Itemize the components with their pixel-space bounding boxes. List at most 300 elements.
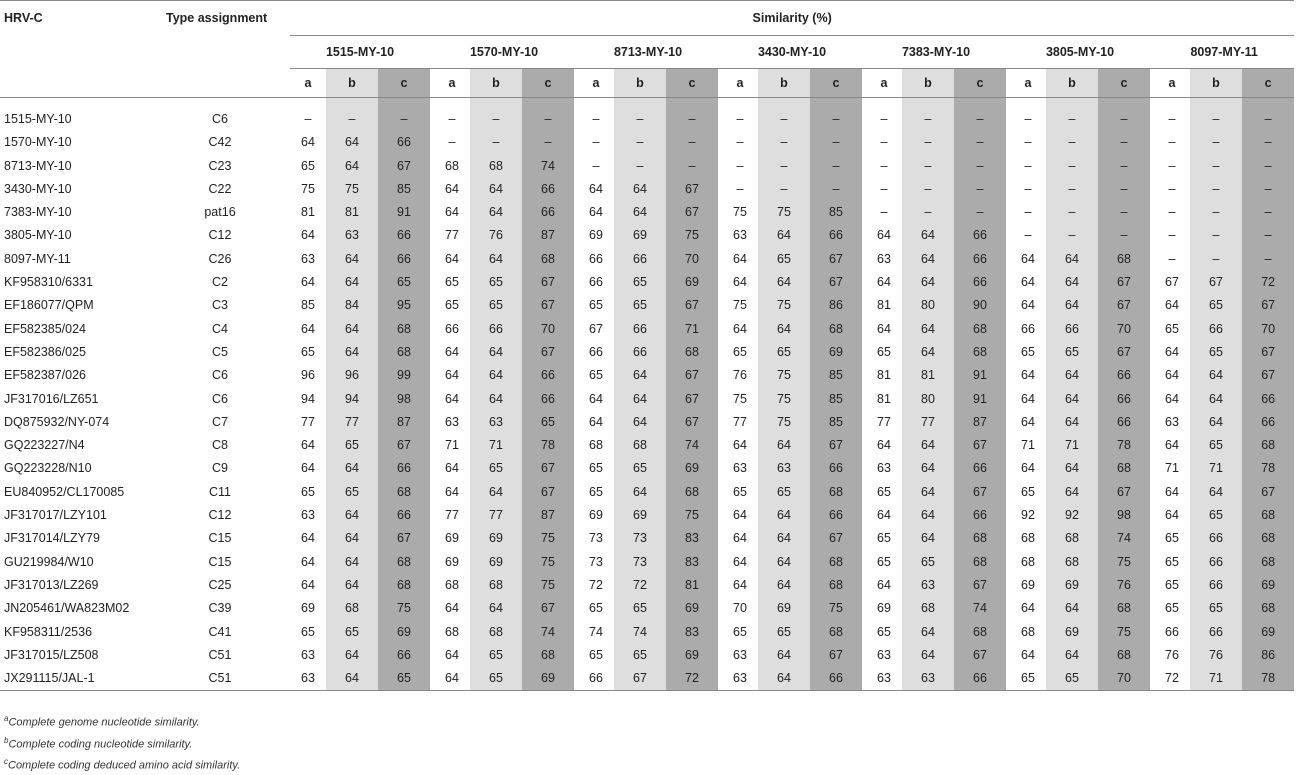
- similarity-value: 67: [1190, 271, 1242, 294]
- similarity-value: 64: [301, 135, 315, 150]
- similarity-value: 67: [666, 201, 718, 224]
- similarity-value: 65: [877, 554, 891, 569]
- similarity-value: –: [1046, 201, 1098, 224]
- similarity-value: –: [1190, 155, 1242, 178]
- similarity-value: 63: [1165, 414, 1179, 429]
- similarity-value: 71: [1021, 438, 1035, 453]
- similarity-value: 67: [666, 388, 718, 411]
- similarity-value: 63: [877, 461, 891, 476]
- similarity-value: 81: [326, 201, 378, 224]
- similarity-value: 65: [902, 551, 954, 574]
- similarity-value: 75: [326, 178, 378, 201]
- similarity-value: 68: [954, 551, 1006, 574]
- similarity-value: 64: [1021, 601, 1035, 616]
- similarity-value: –: [666, 155, 718, 178]
- similarity-value: 69: [445, 531, 459, 546]
- similarity-value: 64: [1165, 508, 1179, 523]
- similarity-value: 64: [902, 457, 954, 480]
- similarity-value: 69: [666, 597, 718, 620]
- similarity-value: –: [1242, 224, 1294, 247]
- similarity-value: 74: [614, 621, 666, 644]
- similarity-value: 65: [326, 481, 378, 504]
- similarity-value: –: [880, 205, 888, 220]
- similarity-value: 69: [1242, 574, 1294, 597]
- similarity-value: 80: [902, 294, 954, 317]
- similarity-value: 64: [1021, 414, 1035, 429]
- similarity-value: 99: [378, 364, 430, 387]
- similarity-value: 65: [1190, 341, 1242, 364]
- similarity-value: –: [1242, 155, 1294, 178]
- similarity-value: 75: [733, 298, 747, 313]
- row-type: C9: [212, 461, 228, 476]
- similarity-value: 69: [877, 601, 891, 616]
- similarity-value: 66: [378, 644, 430, 667]
- similarity-value: 65: [1190, 434, 1242, 457]
- similarity-value: 68: [1242, 504, 1294, 527]
- similarity-value: –: [1190, 248, 1242, 271]
- similarity-value: 65: [758, 621, 810, 644]
- similarity-value: –: [1168, 205, 1176, 220]
- table-row: [0, 364, 1294, 387]
- row-type: C2: [212, 275, 228, 290]
- similarity-value: 66: [954, 248, 1006, 271]
- similarity-value: 78: [1098, 434, 1150, 457]
- similarity-value: 64: [877, 228, 891, 243]
- similarity-value: –: [736, 112, 744, 126]
- similarity-value: 67: [1242, 341, 1294, 364]
- similarity-value: 72: [1154, 667, 1190, 691]
- subheader-a: a: [290, 69, 326, 98]
- similarity-value: –: [1190, 108, 1242, 131]
- similarity-value: 68: [810, 318, 862, 341]
- similarity-value: –: [1098, 108, 1150, 131]
- table-row: [0, 551, 1294, 574]
- similarity-value: 69: [470, 527, 522, 550]
- similarity-value: –: [1242, 248, 1294, 271]
- similarity-value: 75: [301, 181, 315, 196]
- similarity-value: –: [1168, 251, 1176, 266]
- similarity-value: –: [1242, 131, 1294, 154]
- row-type: C15: [208, 554, 232, 569]
- similarity-value: 73: [589, 531, 603, 546]
- similarity-value: 63: [733, 228, 747, 243]
- similarity-value: 69: [470, 551, 522, 574]
- similarity-value: –: [1024, 112, 1032, 126]
- similarity-value: –: [1098, 155, 1150, 178]
- table-row: [0, 481, 1294, 504]
- row-hrv-name: GQ223227/N4: [4, 438, 85, 453]
- row-type: C25: [208, 577, 232, 592]
- similarity-value: 68: [1242, 597, 1294, 620]
- similarity-value: 92: [1021, 508, 1035, 523]
- subheader-a: a: [722, 69, 758, 98]
- similarity-value: 65: [1165, 601, 1179, 616]
- similarity-value: 66: [1242, 388, 1294, 411]
- similarity-value: –: [1190, 201, 1242, 224]
- similarity-value: –: [810, 108, 862, 131]
- similarity-value: 63: [902, 667, 954, 691]
- similarity-value: 64: [445, 391, 459, 406]
- row-type: C41: [208, 624, 232, 639]
- similarity-value: 69: [666, 271, 718, 294]
- similarity-value: –: [902, 178, 954, 201]
- similarity-value: 64: [733, 554, 747, 569]
- similarity-value: 66: [954, 457, 1006, 480]
- similarity-value: 64: [758, 504, 810, 527]
- similarity-value: 74: [522, 621, 574, 644]
- similarity-value: –: [1242, 201, 1294, 224]
- similarity-value: 65: [589, 368, 603, 383]
- similarity-value: 77: [470, 504, 522, 527]
- subheader-c: c: [954, 69, 1006, 98]
- similarity-value: 64: [758, 574, 810, 597]
- similarity-value: 64: [434, 667, 470, 691]
- similarity-value: 64: [470, 597, 522, 620]
- similarity-value: 67: [378, 527, 430, 550]
- similarity-value: 64: [1165, 298, 1179, 313]
- table-row: [0, 341, 1294, 364]
- similarity-value: 67: [666, 411, 718, 434]
- row-type: C4: [212, 321, 228, 336]
- similarity-value: 66: [1190, 318, 1242, 341]
- similarity-value: 68: [1021, 531, 1035, 546]
- similarity-value: –: [470, 131, 522, 154]
- similarity-value: –: [880, 135, 888, 150]
- similarity-value: 67: [666, 294, 718, 317]
- similarity-value: –: [1046, 224, 1098, 247]
- similarity-value: 76: [1098, 574, 1150, 597]
- subheader-c: c: [1242, 69, 1294, 98]
- similarity-value: 73: [589, 554, 603, 569]
- similarity-value: 68: [378, 318, 430, 341]
- row-hrv-name: EF582387/026: [4, 368, 87, 383]
- similarity-value: 67: [378, 434, 430, 457]
- similarity-value: 67: [1242, 364, 1294, 387]
- similarity-value: 91: [378, 201, 430, 224]
- similarity-value: 65: [589, 601, 603, 616]
- table-row: [0, 224, 1294, 247]
- table-row: [0, 131, 1294, 154]
- footnote: [4, 710, 240, 732]
- similarity-value: –: [1046, 155, 1098, 178]
- table-row: [0, 388, 1294, 411]
- similarity-value: 64: [733, 275, 747, 290]
- similarity-value: –: [810, 155, 862, 178]
- row-type: pat16: [204, 205, 236, 220]
- similarity-value: 67: [378, 155, 430, 178]
- similarity-value: 66: [614, 318, 666, 341]
- similarity-value: 66: [954, 224, 1006, 247]
- similarity-value: –: [1168, 112, 1176, 126]
- similarity-value: 68: [954, 527, 1006, 550]
- similarity-value: 68: [378, 551, 430, 574]
- similarity-value: 64: [733, 508, 747, 523]
- similarity-value: 64: [733, 438, 747, 453]
- similarity-value: 67: [522, 341, 574, 364]
- similarity-value: 66: [1165, 624, 1179, 639]
- similarity-value: 85: [810, 388, 862, 411]
- similarity-value: –: [1098, 224, 1150, 247]
- similarity-value: 64: [758, 644, 810, 667]
- similarity-value: 75: [522, 527, 574, 550]
- similarity-value: 65: [301, 158, 315, 173]
- similarity-value: 75: [1098, 551, 1150, 574]
- similarity-value: 66: [810, 504, 862, 527]
- row-hrv-name: JF317015/LZ508: [4, 647, 99, 662]
- similarity-value: –: [448, 135, 456, 150]
- similarity-value: 74: [589, 624, 603, 639]
- similarity-value: 64: [877, 438, 891, 453]
- similarity-value: 66: [1190, 527, 1242, 550]
- similarity-value: –: [1168, 158, 1176, 173]
- similarity-value: 78: [1242, 457, 1294, 480]
- similarity-value: 63: [866, 667, 902, 691]
- table-row: [0, 667, 1294, 691]
- similarity-value: 66: [589, 275, 603, 290]
- spacer-row: [0, 98, 1294, 109]
- similarity-value: 64: [1021, 368, 1035, 383]
- similarity-value: 66: [589, 251, 603, 266]
- table-row: [0, 201, 1294, 224]
- similarity-value: 65: [589, 484, 603, 499]
- similarity-value: 66: [378, 504, 430, 527]
- similarity-value: –: [810, 178, 862, 201]
- similarity-value: 64: [1021, 251, 1035, 266]
- similarity-value: 66: [1098, 364, 1150, 387]
- row-hrv-name: 1570-MY-10: [4, 135, 72, 150]
- similarity-value: 71: [1046, 434, 1098, 457]
- similarity-value: 65: [301, 344, 315, 359]
- similarity-value: 64: [1046, 411, 1098, 434]
- similarity-value: 71: [1165, 461, 1179, 476]
- similarity-value: 68: [1021, 554, 1035, 569]
- similarity-value: 75: [758, 388, 810, 411]
- subheader-c: c: [378, 69, 430, 98]
- similarity-value: 64: [902, 271, 954, 294]
- similarity-value: –: [1242, 108, 1294, 131]
- footnote-text: Complete coding deduced amino acid similarity.: [8, 759, 241, 772]
- row-hrv-name: JF317016/LZ651: [4, 391, 99, 406]
- similarity-value: 83: [666, 621, 718, 644]
- similarity-value: 64: [1021, 275, 1035, 290]
- similarity-value: 95: [378, 294, 430, 317]
- similarity-value: 64: [326, 271, 378, 294]
- strain-header: 3805-MY-10: [1010, 36, 1150, 69]
- similarity-value: 77: [902, 411, 954, 434]
- similarity-value: 65: [614, 294, 666, 317]
- similarity-value: 66: [1021, 321, 1035, 336]
- similarity-value: 64: [1046, 364, 1098, 387]
- similarity-value: 64: [877, 321, 891, 336]
- subheader-b: b: [758, 69, 810, 98]
- similarity-value: –: [954, 178, 1006, 201]
- similarity-value: 77: [445, 508, 459, 523]
- similarity-value: 64: [445, 205, 459, 220]
- similarity-value: 68: [954, 318, 1006, 341]
- similarity-value: 69: [810, 341, 862, 364]
- similarity-value: –: [522, 108, 574, 131]
- similarity-value: 64: [1190, 481, 1242, 504]
- similarity-value: 64: [301, 577, 315, 592]
- table-row: [0, 574, 1294, 597]
- similarity-value: –: [1098, 178, 1150, 201]
- similarity-value: 64: [1046, 294, 1098, 317]
- strain-header: 8097-MY-11: [1154, 36, 1294, 69]
- footnote-mark: c: [4, 757, 8, 767]
- similarity-value: 94: [326, 388, 378, 411]
- similarity-value: 64: [470, 201, 522, 224]
- similarity-value: 64: [733, 531, 747, 546]
- similarity-value: –: [1168, 181, 1176, 196]
- similarity-value: 64: [733, 251, 747, 266]
- similarity-value: 81: [902, 364, 954, 387]
- similarity-value: –: [1024, 205, 1032, 220]
- row-type: C6: [212, 112, 228, 126]
- similarity-value: 69: [758, 597, 810, 620]
- strain-header: 1570-MY-10: [434, 36, 574, 69]
- similarity-value: –: [1046, 108, 1098, 131]
- similarity-value: 64: [902, 341, 954, 364]
- table-row: [0, 597, 1294, 620]
- similarity-value: 73: [614, 551, 666, 574]
- similarity-value: –: [304, 112, 312, 126]
- similarity-value: 68: [614, 434, 666, 457]
- similarity-value: 75: [758, 411, 810, 434]
- similarity-value: 64: [1046, 457, 1098, 480]
- similarity-value: –: [902, 131, 954, 154]
- similarity-value: 64: [589, 181, 603, 196]
- similarity-value: 67: [1098, 294, 1150, 317]
- similarity-value: –: [1098, 201, 1150, 224]
- row-type: C8: [212, 438, 228, 453]
- similarity-value: 86: [810, 294, 862, 317]
- similarity-value: 75: [666, 504, 718, 527]
- similarity-value: 68: [470, 155, 522, 178]
- similarity-value: –: [326, 108, 378, 131]
- similarity-value: 67: [810, 434, 862, 457]
- similarity-value: 68: [326, 597, 378, 620]
- similarity-value: –: [592, 112, 600, 126]
- similarity-value: 63: [758, 457, 810, 480]
- similarity-value: –: [614, 108, 666, 131]
- table-row: [0, 644, 1294, 667]
- row-hrv-name: KF958310/6331: [4, 275, 93, 290]
- subheader-a: a: [1010, 69, 1046, 98]
- similarity-value: 65: [378, 667, 430, 691]
- similarity-value: 66: [378, 248, 430, 271]
- similarity-value: 67: [522, 481, 574, 504]
- similarity-value: 66: [378, 131, 430, 154]
- similarity-value: 66: [578, 667, 614, 691]
- similarity-value: 67: [614, 667, 666, 691]
- similarity-value: –: [1098, 131, 1150, 154]
- similarity-value: 64: [326, 551, 378, 574]
- similarity-value: 69: [301, 601, 315, 616]
- similarity-value: 69: [614, 224, 666, 247]
- similarity-value: –: [758, 131, 810, 154]
- similarity-value: 68: [1098, 597, 1150, 620]
- similarity-value: 68: [522, 248, 574, 271]
- similarity-value: 64: [470, 178, 522, 201]
- similarity-value: 75: [522, 551, 574, 574]
- similarity-value: 65: [470, 644, 522, 667]
- similarity-value: 68: [522, 644, 574, 667]
- table-row: [0, 248, 1294, 271]
- similarity-value: 69: [614, 504, 666, 527]
- similarity-value: 66: [614, 248, 666, 271]
- row-hrv-name: JF317013/LZ269: [4, 577, 99, 592]
- similarity-value: 75: [758, 364, 810, 387]
- similarity-value: 65: [1021, 484, 1035, 499]
- similarity-value: 74: [954, 597, 1006, 620]
- strain-header: 8713-MY-10: [578, 36, 718, 69]
- similarity-value: 64: [758, 527, 810, 550]
- similarity-value: 67: [954, 481, 1006, 504]
- similarity-value: 68: [445, 158, 459, 173]
- similarity-value: 64: [326, 341, 378, 364]
- similarity-value: 64: [758, 318, 810, 341]
- similarity-value: 64: [470, 388, 522, 411]
- table-row: [0, 318, 1294, 341]
- similarity-value: 64: [470, 341, 522, 364]
- similarity-value: 66: [522, 178, 574, 201]
- similarity-value: 63: [445, 414, 459, 429]
- similarity-value: 86: [1242, 644, 1294, 667]
- similarity-value: 67: [954, 574, 1006, 597]
- similarity-value: 64: [902, 621, 954, 644]
- similarity-value: 67: [522, 597, 574, 620]
- similarity-value: 64: [301, 321, 315, 336]
- similarity-value: 66: [810, 667, 862, 691]
- similarity-value: 63: [877, 251, 891, 266]
- similarity-value: 65: [1190, 294, 1242, 317]
- similarity-value: 63: [301, 251, 315, 266]
- similarity-value: –: [666, 131, 718, 154]
- similarity-value: 64: [614, 364, 666, 387]
- row-type: C7: [212, 414, 228, 429]
- similarity-value: 64: [758, 271, 810, 294]
- similarity-value: 71: [445, 438, 459, 453]
- similarity-value: 64: [301, 275, 315, 290]
- similarity-value: 66: [522, 364, 574, 387]
- similarity-value: 65: [326, 434, 378, 457]
- similarity-value: –: [902, 155, 954, 178]
- similarity-value: 67: [1098, 481, 1150, 504]
- similarity-value: 77: [301, 414, 315, 429]
- similarity-value: 67: [810, 644, 862, 667]
- similarity-value: –: [614, 131, 666, 154]
- similarity-value: 96: [326, 364, 378, 387]
- similarity-value: 91: [954, 364, 1006, 387]
- similarity-value: 69: [378, 621, 430, 644]
- similarity-value: 66: [378, 457, 430, 480]
- similarity-value: –: [1046, 178, 1098, 201]
- similarity-value: 69: [1242, 621, 1294, 644]
- similarity-value: –: [1046, 131, 1098, 154]
- similarity-value: 64: [326, 131, 378, 154]
- similarity-value: 65: [1165, 531, 1179, 546]
- subheader-a: a: [578, 69, 614, 98]
- similarity-value: 65: [445, 275, 459, 290]
- similarity-value: 65: [326, 621, 378, 644]
- similarity-value: –: [758, 155, 810, 178]
- similarity-value: 64: [1021, 391, 1035, 406]
- similarity-value: 65: [733, 344, 747, 359]
- similarity-value: 68: [378, 341, 430, 364]
- similarity-value: 64: [902, 527, 954, 550]
- similarity-value: 64: [758, 551, 810, 574]
- row-type: C6: [212, 391, 228, 406]
